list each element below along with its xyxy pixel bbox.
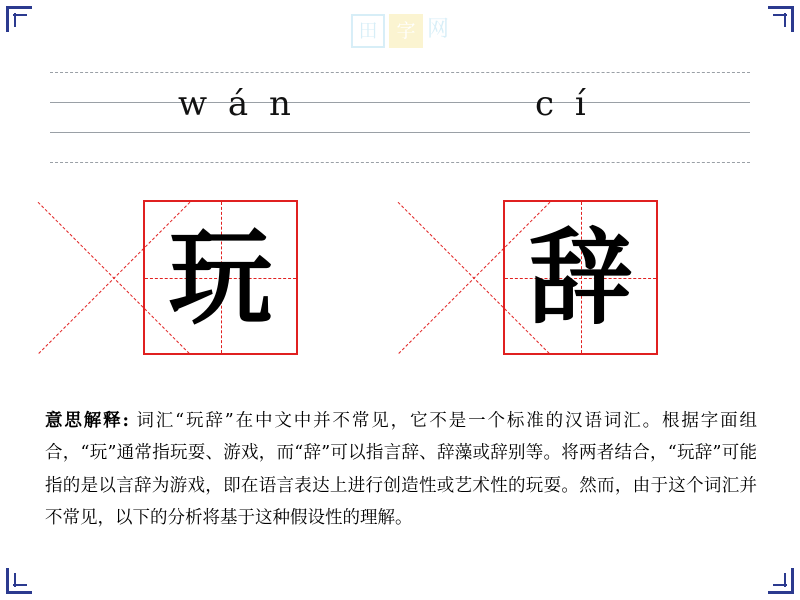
page-border-corner-top-left <box>6 6 32 32</box>
page-border-corner-top-right <box>768 6 794 32</box>
character-cell-1 <box>143 200 298 355</box>
watermark-box-1: 田 <box>351 14 385 48</box>
character-glyph-2: 辞 <box>528 216 633 339</box>
pinyin-first: w á n <box>178 84 296 124</box>
character-grid-row <box>0 200 800 360</box>
watermark-logo <box>351 14 449 48</box>
pinyin-staff <box>50 72 750 164</box>
staff-line-1 <box>50 72 750 73</box>
pinyin-second: c í <box>535 84 591 124</box>
page-border-corner-bottom-left <box>6 568 32 594</box>
explanation-label: 意思解释: <box>45 411 129 431</box>
explanation-text: 词汇“玩辞”在中文中并不常见，它不是一个标准的汉语词汇。根据字面组合，“玩”通常指玩耍、游戏，而“辞”可以指言辞、辞藻或辞别等。将两者结合，“玩辞”可能指的是以言辞为游戏，即在语言表达上进行创造性或艺术性的玩耍。然而，由于这个词汇并不常见，以下的分析将基于这种假设性的理解。 <box>45 411 757 529</box>
staff-line-2 <box>50 102 750 103</box>
character-cell-2 <box>503 200 658 355</box>
staff-line-4 <box>50 162 750 163</box>
staff-line-3 <box>50 132 750 133</box>
watermark-box-2: 字 <box>389 14 423 48</box>
explanation-block <box>45 405 757 535</box>
character-glyph-1: 玩 <box>168 216 273 339</box>
page-border-corner-bottom-right <box>768 568 794 594</box>
watermark-text: 网 <box>426 17 450 42</box>
